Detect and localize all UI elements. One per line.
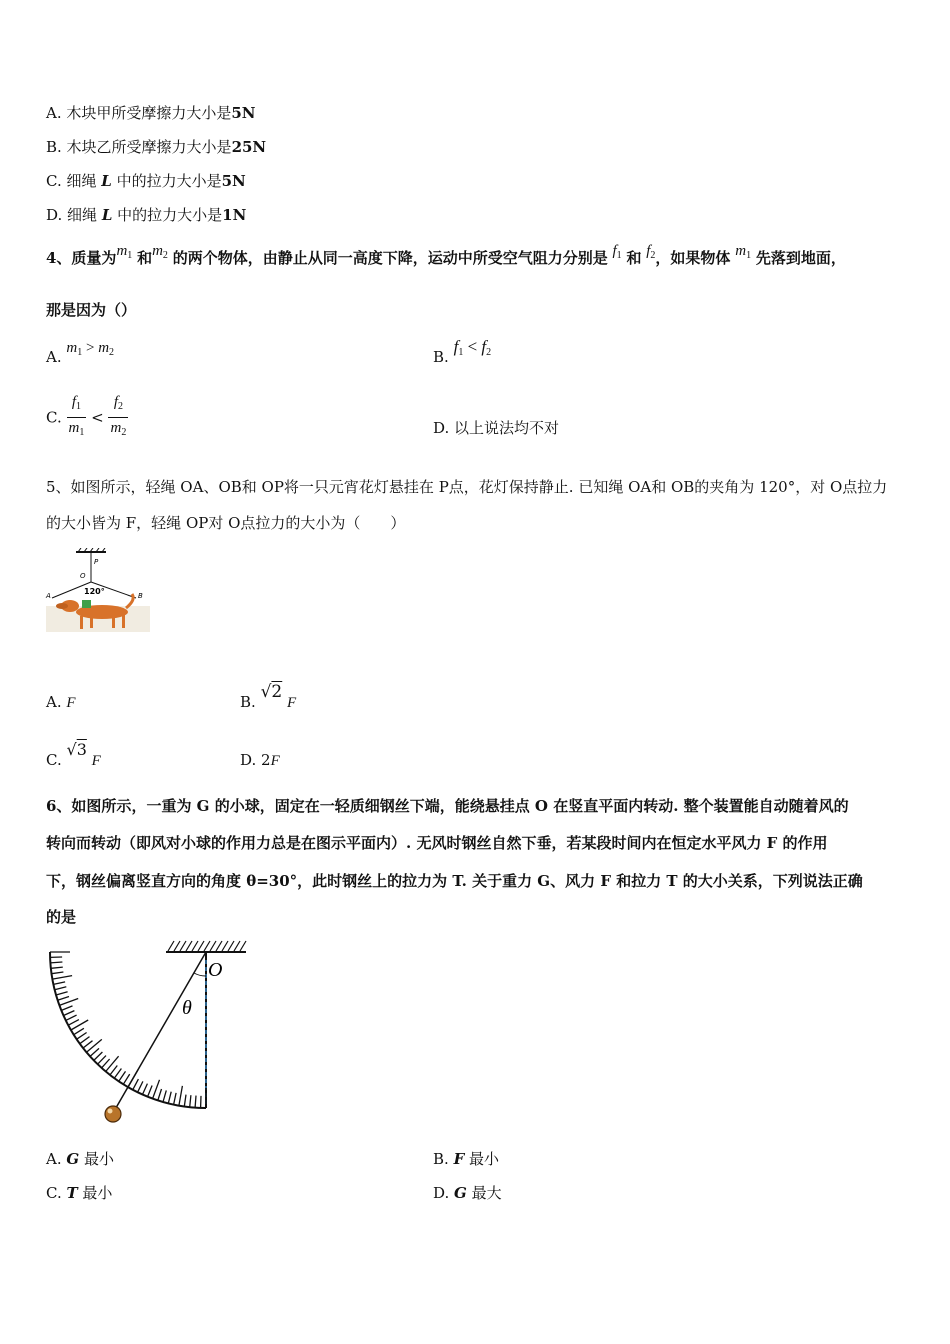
scale-tick (58, 997, 69, 1001)
q5-stem-line1: 5、如图所示，轻绳 OA、OB和 OP将一只元宵花灯悬挂在 P点，花灯保持静止. 已知绳 OA和 OB的夹角为 120°，对 O点拉力 (46, 478, 888, 496)
scale-tick (50, 962, 62, 963)
q5-option-b-sqrt: √2 (260, 682, 283, 702)
scale-tick (168, 1092, 171, 1104)
q4-option-c-lt: < (91, 408, 104, 427)
scale-tick (184, 1095, 186, 1107)
scale-tick (98, 1056, 106, 1065)
q5-lantern-figure (44, 548, 152, 634)
q6-ball-highlight (108, 1109, 113, 1114)
q5-option-d (240, 750, 280, 771)
scale-tick (179, 1086, 183, 1106)
q5-option-a-label: A. (46, 693, 67, 711)
ceiling-hatch-line (168, 941, 174, 951)
q6-option-a-var: G (66, 1150, 80, 1168)
q4-option-a-formula: $m_1 > m_2$ (66, 340, 115, 358)
q5-option-c-sqrt: √3 (66, 740, 87, 759)
scale-tick (77, 1033, 87, 1040)
scale-tick (163, 1090, 166, 1102)
scale-tick (59, 999, 78, 1006)
q5-option-c (46, 740, 101, 771)
q6-option-b-var: F (453, 1150, 465, 1168)
scale-tick (195, 1096, 196, 1108)
q4-f2: $f_2$ (646, 243, 656, 261)
scale-tick (190, 1095, 191, 1107)
scale-tick (102, 1059, 110, 1068)
scale-tick (52, 976, 72, 980)
scale-tick (123, 1074, 129, 1084)
q4-f1: $f_1$ (612, 243, 622, 261)
q6-option-c (46, 1183, 112, 1203)
q6-stem-line3: 下，钢丝偏离竖直方向的角度 θ=30°，此时钢丝上的拉力为 T. 关于重力 G、风力 F 和拉力 T 的大小关系，下列说法正确 (46, 872, 863, 890)
q3-option-c (46, 171, 246, 191)
q4-option-c (46, 392, 128, 443)
scale-tick (138, 1081, 143, 1092)
scale-tick (94, 1052, 103, 1060)
scale-tick (143, 1084, 148, 1095)
q4-stem-line2: 那是因为（） (46, 301, 137, 319)
q5-label-angle: 120° (84, 587, 105, 596)
q6-scale-arc (50, 952, 206, 1108)
ceiling-hatch-line (174, 941, 180, 951)
q3-option-a (46, 103, 256, 123)
q3-option-b-text: B. 木块乙所受摩擦力大小是 (46, 138, 232, 156)
q3-option-c-mid: 中的拉力大小是 (116, 172, 222, 190)
scale-tick (158, 1089, 162, 1100)
q4-option-a (46, 340, 115, 373)
q6-option-c-label: C. (46, 1184, 67, 1202)
ceiling-hatch-line (192, 941, 198, 951)
ceiling-hatch-line (228, 941, 234, 951)
q6-option-d-var: G (454, 1184, 467, 1202)
scale-tick (68, 1020, 79, 1026)
q6-label-theta: θ (182, 997, 192, 1019)
q6-angle-arc (194, 973, 206, 976)
q3-option-d-mid: 中的拉力大小是 (117, 206, 223, 224)
q3-option-b (46, 137, 266, 157)
ceiling-hatch-line (240, 941, 246, 951)
q6-option-d-label: D. (433, 1184, 455, 1202)
ceiling-hatch-line (180, 941, 186, 951)
q4-option-a-label: A. (46, 348, 62, 366)
q4-m1-a: $m_1$ (116, 243, 133, 261)
scale-tick (66, 1015, 77, 1020)
q6-label-o: O (208, 959, 223, 981)
ceiling-hatch-line (186, 941, 192, 951)
q4-stem-line1 (46, 243, 846, 274)
q3-option-c-var: L (101, 172, 112, 190)
scale-tick (90, 1048, 99, 1056)
q4-stem-and2: 和 (626, 249, 642, 267)
q6-stem-line2: 转向而转动（即风对小球的作用力总是在图示平面内）. 无风时钢丝自然下垂，若某段时间内在恒定水平风力 F 的作用 (46, 834, 828, 852)
scale-tick (106, 1056, 119, 1071)
q3-option-b-value: 25N (231, 138, 267, 156)
q5-option-b-var: F (287, 695, 297, 711)
q4-option-c-label: C. (46, 408, 62, 427)
scale-tick (114, 1069, 121, 1079)
q4-option-b-label: B. (433, 348, 449, 366)
scale-tick (110, 1066, 117, 1075)
q6-stem-line4: 的是 (46, 908, 77, 926)
q6-option-d (433, 1183, 502, 1203)
scale-tick (148, 1086, 153, 1097)
q5-option-c-label: C. (46, 751, 67, 769)
q4-stem-and1: 和 (137, 249, 153, 267)
q6-steel-wire (113, 952, 206, 1113)
q4-m1-b: $m_1$ (735, 243, 752, 261)
scale-tick (153, 1080, 160, 1099)
q5-option-c-var: F (91, 753, 101, 769)
q6-option-a-text: 最小 (79, 1150, 114, 1168)
q4-stem-part3: 的两个物体，由静止从同一高度下降，运动中所受空气阻力分别是 (172, 249, 608, 267)
scale-tick (119, 1071, 126, 1081)
q5-option-d-var: F (270, 753, 280, 769)
q6-option-b-text: 最小 (464, 1150, 499, 1168)
q6-option-c-var: T (66, 1184, 78, 1202)
scale-tick (53, 982, 65, 985)
q3-option-d-value: 1N (222, 206, 247, 224)
ceiling-hatch-line (198, 941, 204, 951)
q3-option-d-text: D. 细绳 (46, 206, 98, 224)
ceiling-hatch-line (222, 941, 228, 951)
q3-option-a-value: 5N (231, 104, 256, 122)
q4-stem-part1: 4、质量为 (46, 249, 117, 267)
q6-scale-ticks (50, 952, 206, 1108)
q5-stem-line2: 的大小皆为 F，轻绳 OP对 O点拉力的大小为（ ） (46, 514, 406, 532)
q3-option-a-text: A. 木块甲所受摩擦力大小是 (46, 104, 232, 122)
q5-option-b (240, 682, 297, 713)
scale-tick (55, 987, 67, 990)
scale-tick (64, 1011, 75, 1016)
q6-option-a-label: A. (46, 1150, 67, 1168)
q3-option-c-text: C. 细绳 (46, 172, 97, 190)
ceiling-hatch-line (216, 941, 222, 951)
scale-tick (133, 1079, 139, 1090)
scale-tick (71, 1020, 88, 1030)
q6-option-d-text: 最大 (466, 1184, 502, 1202)
scale-tick (51, 967, 63, 968)
q4-option-c-frac1: $\frac{f_1}{m_1}$ (68, 394, 85, 438)
q4-stem-part6: 先落到地面， (755, 249, 846, 267)
q6-option-b (433, 1149, 499, 1169)
q5-option-b-label: B. (240, 693, 261, 711)
q6-option-c-text: 最小 (77, 1184, 113, 1202)
q4-option-d: D. 以上说法均不对 (433, 419, 560, 437)
q5-option-a (46, 692, 76, 713)
q3-option-c-value: 5N (221, 172, 246, 190)
scale-tick (52, 972, 64, 974)
q6-pendulum-figure (44, 938, 254, 1128)
q4-m2: $m_2$ (152, 243, 168, 261)
ceiling-hatch-line (234, 941, 240, 951)
scale-tick (83, 1041, 92, 1048)
q4-option-b-formula: $f_1 < f_2$ (453, 337, 492, 358)
ceiling-hatch-line (210, 941, 216, 951)
q4-stem-part5: ，如果物体 (655, 249, 731, 267)
q5-label-p: P (94, 558, 99, 566)
q6-ball (105, 1106, 121, 1122)
ceiling-hatch-line (204, 941, 210, 951)
q6-option-a (46, 1149, 114, 1169)
q3-option-d-var: L (101, 206, 113, 224)
q5-label-a: A (46, 592, 51, 600)
q6-stem-line1: 6、如图所示，一重为 G 的小球，固定在一轻质细钢丝下端，能绕悬挂点 O 在竖直平面内转动. 整个装置能自动随着风的 (46, 797, 849, 815)
q5-label-o: O (80, 572, 86, 580)
scale-tick (61, 1006, 72, 1011)
q5-label-b: B (138, 592, 143, 600)
q6-option-b-label: B. (433, 1150, 454, 1168)
q4-option-b (433, 337, 492, 373)
scale-tick (87, 1039, 102, 1052)
scale-tick (80, 1037, 90, 1044)
scale-tick (56, 992, 68, 995)
scale-tick (74, 1028, 84, 1034)
q5-option-d-label: D. 2 (240, 751, 271, 769)
q5-option-a-var: F (66, 695, 76, 711)
q6-ceiling-hatch (168, 941, 246, 951)
q3-option-d (46, 205, 246, 225)
q4-option-c-frac2: $\frac{f_2}{m_2}$ (110, 394, 127, 438)
scale-tick (174, 1093, 177, 1105)
